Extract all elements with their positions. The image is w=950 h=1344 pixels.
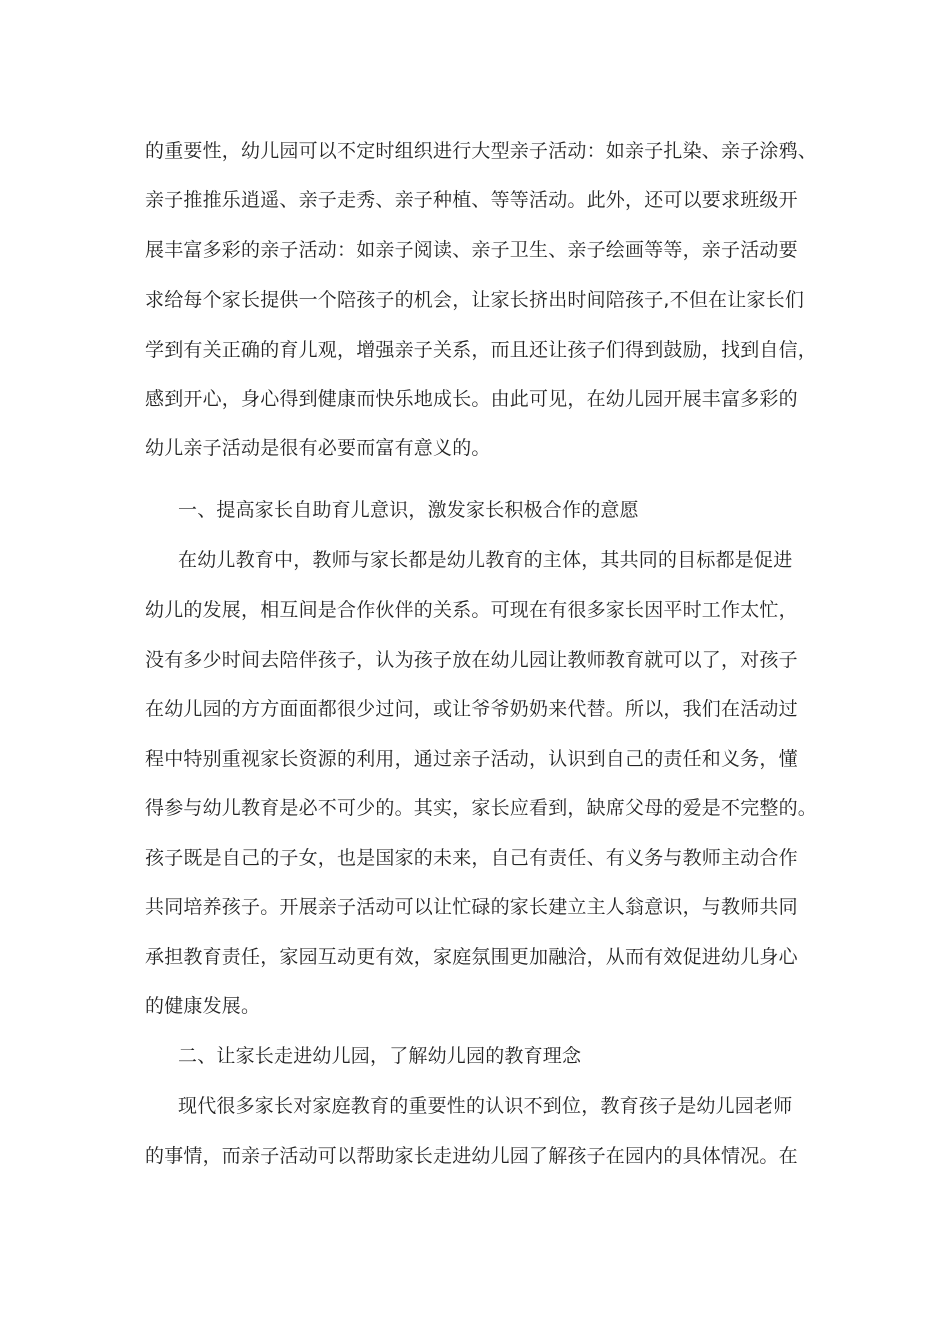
text-line: 亲子推推乐逍遥、亲子走秀、亲子种植、等等活动。此外，还可以要求班级开 (145, 189, 798, 211)
section-heading: 一、提高家长自助育儿意识，激发家长积极合作的意愿 (178, 499, 639, 521)
text-line: 学到有关正确的育儿观，增强亲子关系，而且还让孩子们得到鼓励，找到自信， (145, 339, 818, 361)
section-heading: 二、让家长走进幼儿园，了解幼儿园的教育理念 (178, 1045, 582, 1067)
text-line: 孩子既是自己的子女，也是国家的未来，自己有责任、有义务与教师主动合作 (145, 847, 798, 869)
text-line: 感到开心，身心得到健康而快乐地成长。由此可见，在幼儿园开展丰富多彩的 (145, 388, 798, 410)
text-line: 共同培养孩子。开展亲子活动可以让忙碌的家长建立主人翁意识，与教师共同 (145, 896, 798, 918)
text-line: 在幼儿教育中，教师与家长都是幼儿教育的主体，其共同的目标都是促进 (178, 549, 793, 571)
text-line: 幼儿亲子活动是很有必要而富有意义的。 (145, 437, 491, 459)
text-line: 现代很多家长对家庭教育的重要性的认识不到位，教育孩子是幼儿园老师 (178, 1095, 793, 1117)
text-line: 的健康发展。 (145, 995, 261, 1017)
text-line: 展丰富多彩的亲子活动：如亲子阅读、亲子卫生、亲子绘画等等，亲子活动要 (145, 239, 798, 261)
text-line: 的事情，而亲子活动可以帮助家长走进幼儿园了解孩子在园内的具体情况。在 (145, 1145, 798, 1167)
text-line: 在幼儿园的方方面面都很少过问，或让爷爷奶奶来代替。所以，我们在活动过 (145, 698, 798, 720)
text-line: 的重要性，幼儿园可以不定时组织进行大型亲子活动：如亲子扎染、亲子涂鸦、 (145, 140, 818, 162)
text-line: 得参与幼儿教育是必不可少的。其实，家长应看到，缺席父母的爱是不完整的。 (145, 797, 818, 819)
text-line: 幼儿的发展，相互间是合作伙伴的关系。可现在有很多家长因平时工作太忙， (145, 599, 798, 621)
text-line: 求给每个家长提供一个陪孩子的机会，让家长挤出时间陪孩子,不但在让家长们 (145, 289, 805, 311)
text-line: 承担教育责任，家园互动更有效，家庭氛围更加融洽，从而有效促进幼儿身心 (145, 946, 798, 968)
text-line: 没有多少时间去陪伴孩子，认为孩子放在幼儿园让教师教育就可以了，对孩子 (145, 649, 798, 671)
text-line: 程中特别重视家长资源的利用，通过亲子活动，认识到自己的责任和义务，懂 (145, 748, 798, 770)
